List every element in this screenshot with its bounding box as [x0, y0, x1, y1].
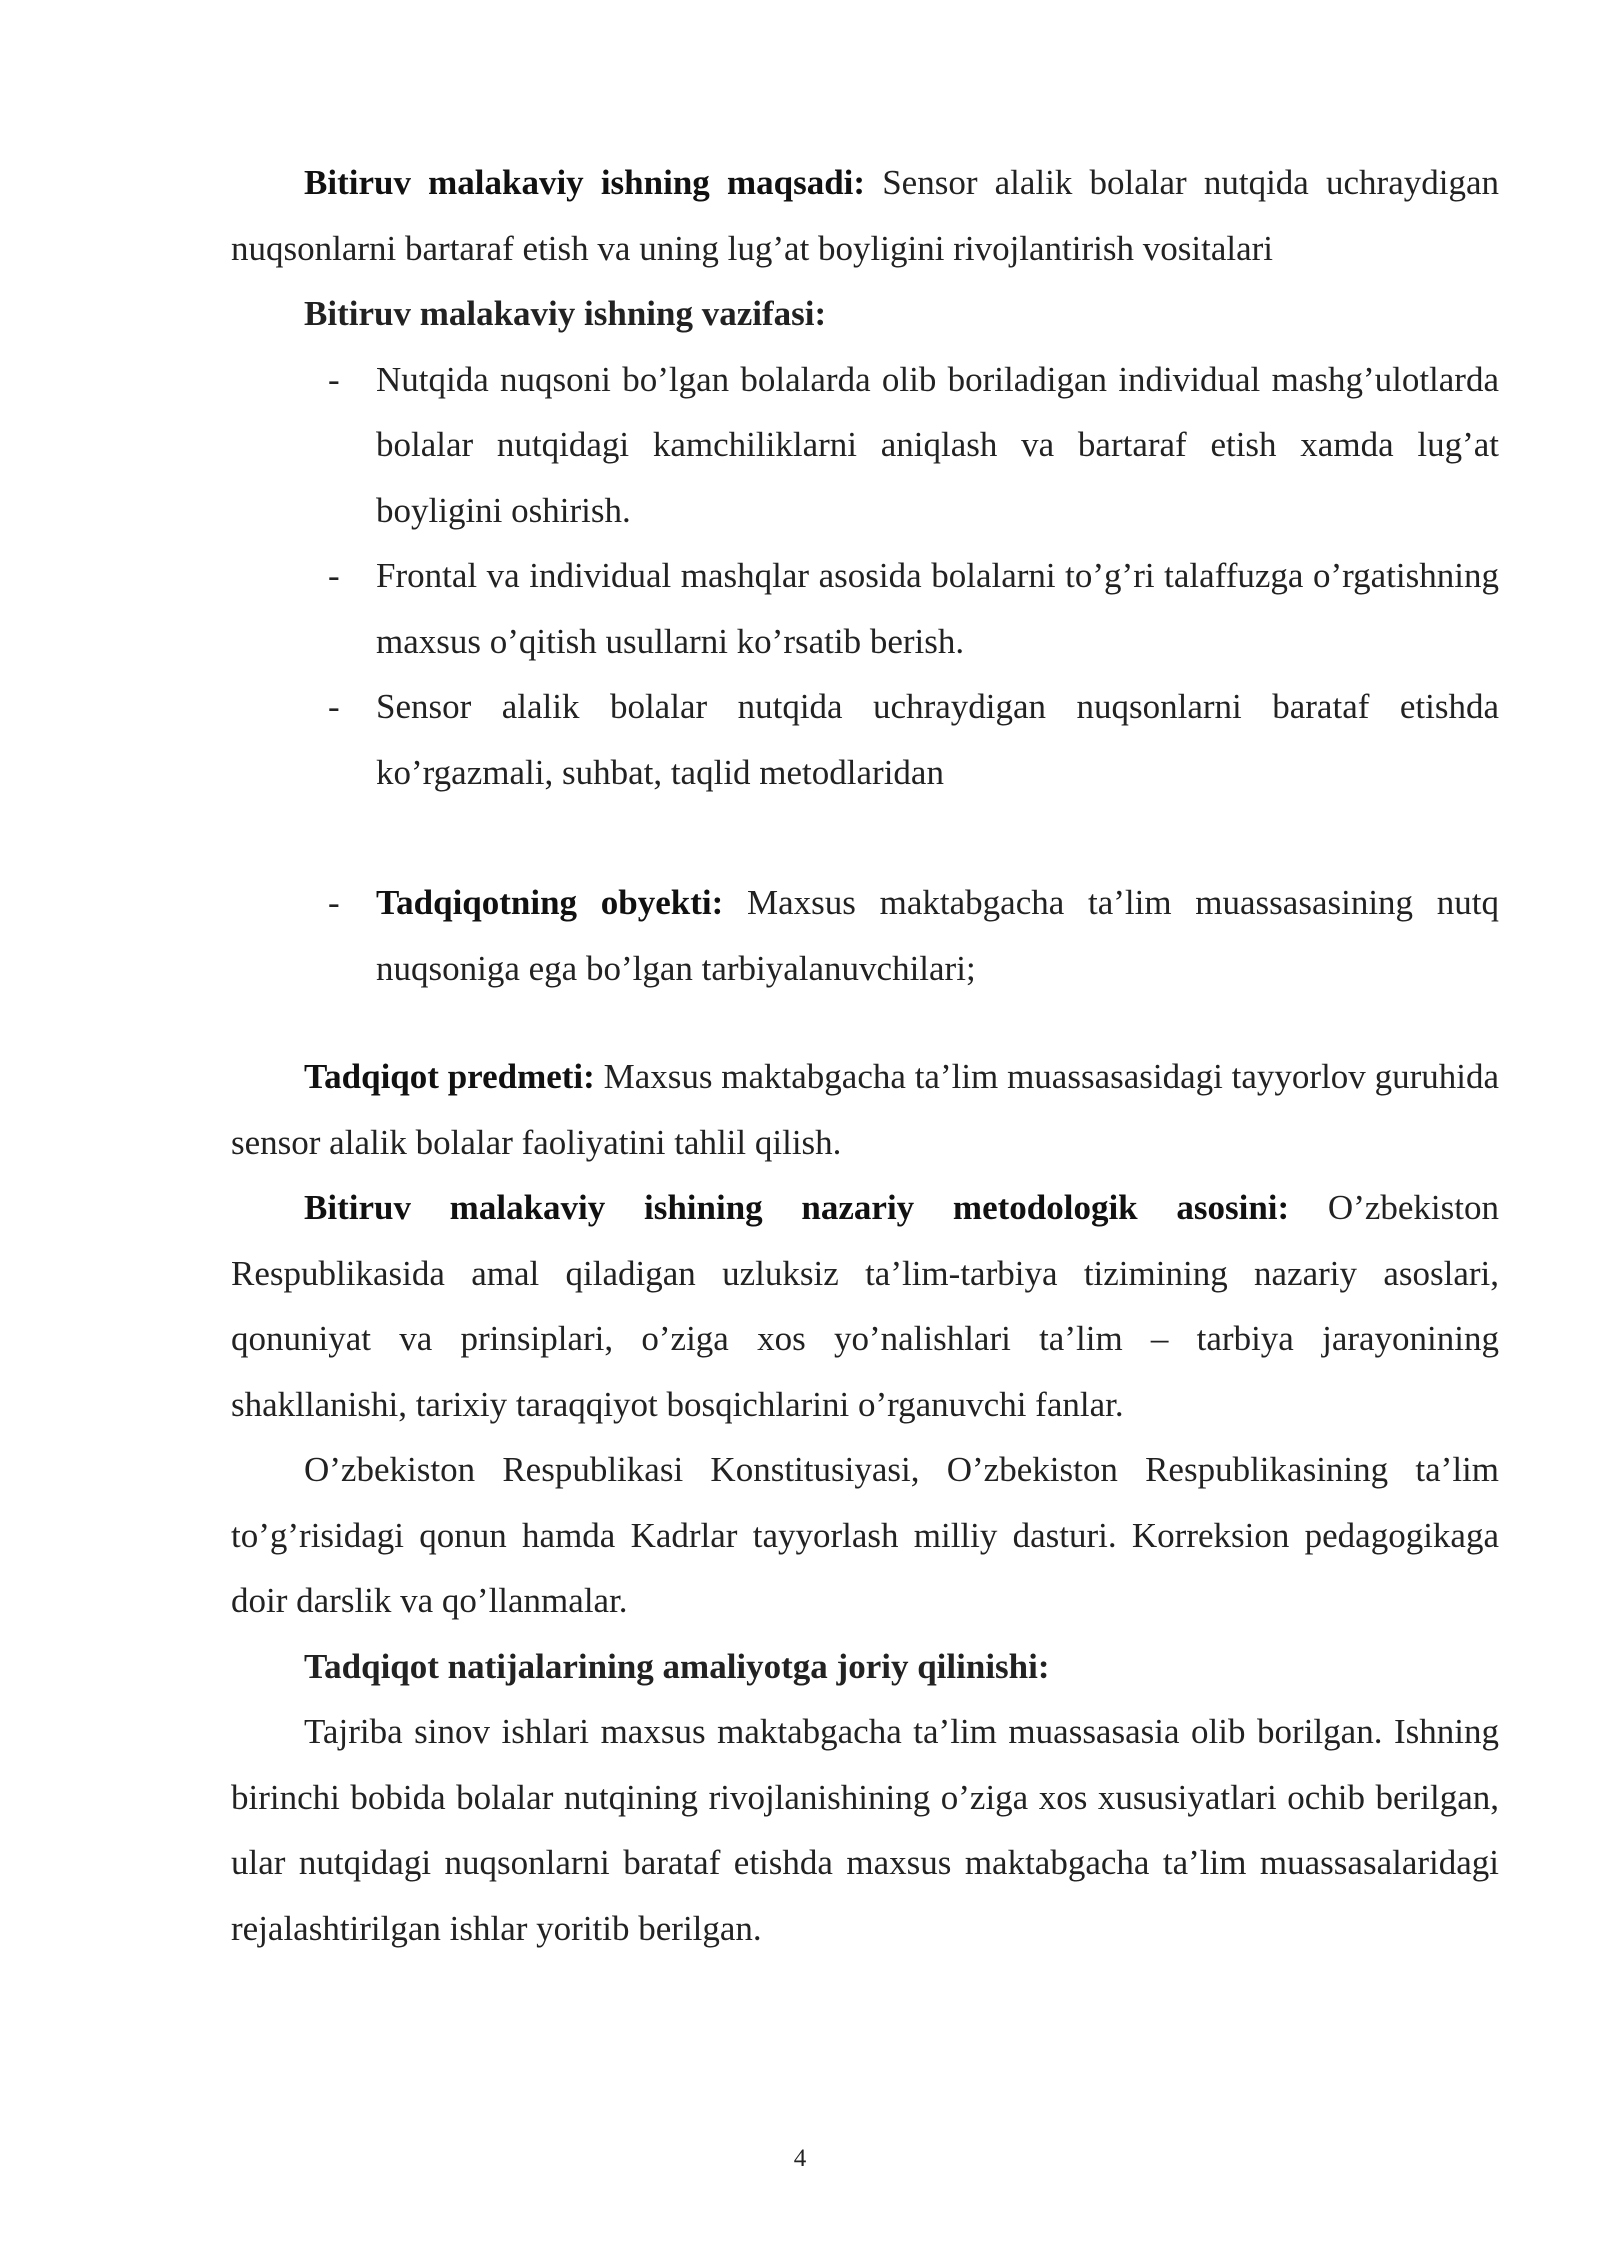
implementation-paragraph: Tajriba sinov ishlari maxsus maktabgacha ta’lim muassasasia olib borilgan. Ishning birinchi bobida bolalar nutqining rivojlanishining o’ziga xos xususiyatlari ochib berilgan, ular nutqidagi nuqsonlarni barataf etishda maxsus maktabgacha ta’lim muassasalaridagi rejalashtirilgan ishlar yoritib berilgan. — [231, 1712, 1499, 1948]
dash-marker: - — [328, 687, 340, 726]
goal-paragraph — [231, 150, 1499, 281]
object-label: Tadqiqotning obyekti: — [376, 883, 724, 922]
methodology-paragraph — [231, 1175, 1499, 1437]
subject-paragraph — [231, 1044, 1499, 1175]
subject-label: Tadqiqot predmeti: — [304, 1057, 595, 1096]
spacer — [231, 805, 1499, 870]
list-item — [231, 674, 1499, 805]
methodology-label: Bitiruv malakaviy ishining nazariy metodologik asosini: — [304, 1188, 1290, 1227]
goal-text: Sensor alalik bolalar nutqida uchraydigan nuqsonlarni bartaraf etish va uning lug’at boyligini rivojlantirish vositalari — [231, 163, 1499, 268]
tasks-list — [231, 347, 1499, 806]
methodology-continuation: O’zbekiston Respublikasi Konstitusiyasi, O’zbekiston Respublikasining ta’lim to’g’risidagi qonun hamda Kadrlar tayyorlash milliy dasturi. Korreksion pedagogikaga doir darslik va qo’llanmalar. — [231, 1450, 1499, 1620]
object-list — [231, 870, 1499, 1001]
subject-text: Maxsus maktabgacha ta’lim muassasasidagi tayyorlov guruhida sensor alalik bolalar faoliyatini tahlil qilish. — [231, 1057, 1500, 1162]
list-item — [231, 870, 1499, 1001]
implementation-heading: Tadqiqot natijalarining amaliyotga joriy qilinishi: — [304, 1646, 1050, 1686]
task-text: Sensor alalik bolalar nutqida uchraydigan nuqsonlarni barataf etishda ko’rgazmali, suhbat, taqlid metodlaridan — [376, 687, 1499, 792]
dash-marker: - — [328, 359, 340, 399]
object-text: Maxsus maktabgacha ta’lim muassasasining nutq nuqsoniga ega bo’lgan tarbiyalanuvchilari; — [376, 883, 1500, 988]
goal-label: Bitiruv malakaviy ishning maqsadi: — [304, 163, 866, 202]
page-number: 4 — [793, 2145, 807, 2172]
spacer — [231, 1001, 1499, 1044]
list-item — [231, 347, 1499, 544]
task-text: Nutqida nuqsoni bo’lgan bolalarda olib boriladigan individual mashg’ulotlarda bolalar nutqidagi kamchiliklarni aniqlash va bartaraf etish xamda lug’at boyligini oshirish. — [376, 359, 1499, 530]
dash-marker: - — [328, 883, 340, 922]
dash-marker: - — [328, 556, 340, 595]
tasks-heading: Bitiruv malakaviy ishning vazifasi: — [304, 294, 827, 333]
list-item — [231, 543, 1499, 674]
task-text: Frontal va individual mashqlar asosida bolalarni to’g’ri talaffuzga o’rgatishning maxsus o’qitish usullarni ko’rsatib berish. — [376, 556, 1499, 661]
document-page — [231, 150, 1499, 1961]
methodology-text: O’zbekiston Respublikasida amal qiladigan uzluksiz ta’lim-tarbiya tizimining nazariy asoslari, qonuniyat va prinsiplari, o’ziga xos yo’nalishlari ta’lim – tarbiya jarayonining shakllanishi, tarixiy taraqqiyot bosqichlarini o’rganuvchi fanlar. — [231, 1188, 1499, 1424]
